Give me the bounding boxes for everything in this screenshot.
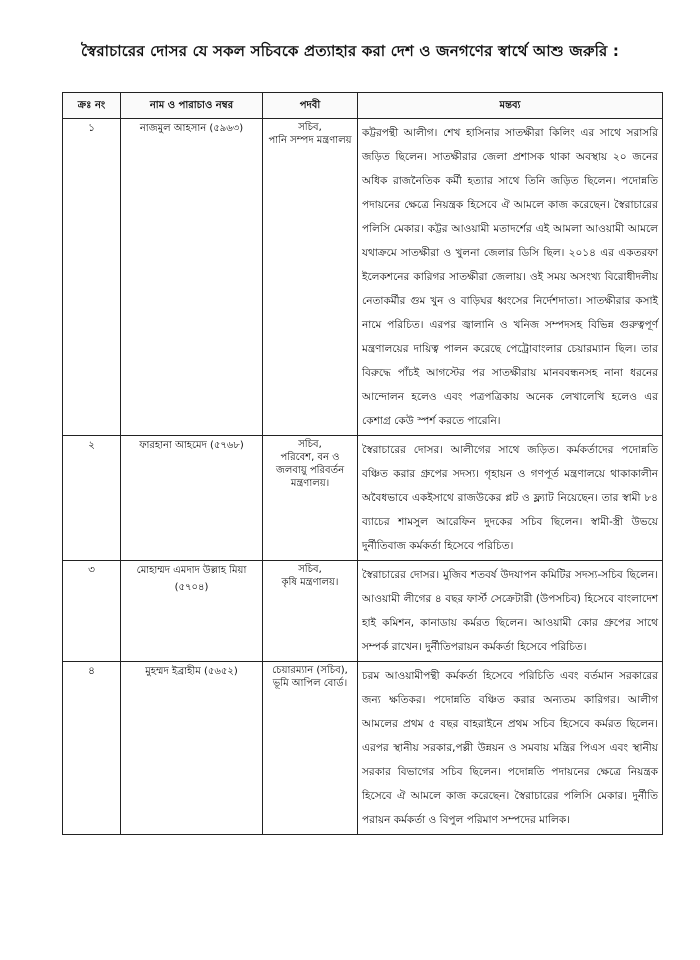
row-name: নাজমুল আহসান (৫৯৬৩) [121, 119, 263, 436]
table-header-row [63, 93, 663, 119]
row-name: মুহম্মদ ইব্রাহীম (৫৬৫২) [121, 662, 263, 835]
table-row [63, 561, 663, 662]
document-title: স্বৈরাচারের দোসর যে সকল সচিবকে প্রত্যাহার করা দেশ ও জনগণের স্বার্থে আশু জরুরি : [80, 42, 620, 60]
row-remarks: স্বৈরাচারের দোসর। মুজিব শতবর্ষ উদযাপন কমিটির সদস্য-সচিব ছিলেন। আওয়ামী লীগের ৪ বছর ফার্স্ট সেক্রেটারী (উপসচিব) হিসেবে বাংলাদেশ হাই কমিশন, কানাডায় কর্মরত ছিলেন। আওয়ামী কোর গ্রুপের সাথে সম্পর্ক রাখেন। দুর্নীতিপরায়ন কর্মকর্তা হিসেবে পরিচিত। [358, 561, 663, 662]
designation-line: সচিব, [298, 122, 322, 133]
row-remarks: স্বৈরাচারের দোসর। আলীগের সাথে জড়িত। কর্মকর্তাদের পদোন্নতি বঞ্চিত করার গ্রুপের সদস্য। গৃহায়ন ও গণপূর্ত মন্ত্রণালয়ে থাকাকালীন অবৈধভাবে একইসাথে রাজউকের প্লট ও ফ্ল্যাট নিয়েছেন। তার স্বামী ৮৪ ব্যাচের শামসুল আরেফিন দুদকের সচিব ছিলেন। স্বামী-স্ত্রী উভয়ে দুর্নীতিবাজ কর্মকর্তা হিসেবে পরিচিত। [358, 436, 663, 561]
table-row [63, 119, 663, 436]
header-name: নাম ও পারাচাও নম্বর [121, 93, 263, 119]
row-name: মোহাম্মদ এমদাদ উল্লাহ মিয়া (৫৭০৪) [121, 561, 263, 662]
row-designation [263, 561, 358, 662]
header-designation: পদবী [263, 93, 358, 119]
designation-line: ভূমি আপিল বোর্ড। [272, 678, 348, 689]
designation-line: সচিব, [298, 564, 322, 575]
secretaries-table [62, 92, 663, 835]
designation-line: পানি সম্পদ মন্ত্রণালয় [268, 135, 352, 146]
row-designation [263, 119, 358, 436]
designation-line: পরিবেশ, বন ও [280, 452, 340, 463]
row-serial: ৩ [63, 561, 121, 662]
table-row [63, 662, 663, 835]
designation-line: চেয়ারম্যান (সচিব), [272, 665, 348, 676]
header-serial: ক্রঃ নং [63, 93, 121, 119]
row-remarks: চরম আওয়ামীপন্থী কর্মকর্তা হিসেবে পরিচিতি এবং বর্তমান সরকারের জন্য ক্ষতিকর। পদোন্নতি বঞ্চিত করার অন্যতম কারিগর। আলীগ আমলের প্রথম ৫ বছর বাহরাইনে প্রথম সচিব হিসেবে কর্মরত ছিলেন। এরপর স্থানীয় সরকার,পল্লী উন্নয়ন ও সমবায় মন্ত্রির পিএস এবং স্থানীয় সরকার বিভাগের সচিব ছিলেন। পদোন্নতি পদায়নের ক্ষেত্রে নিয়ন্ত্রক হিসেবে ঐ আমলে কাজ করেছেন। স্বৈরাচারের পলিসি মেকার। দুর্নীতি পরায়ন কর্মকর্তা ও বিপুল পরিমাণ সম্পদের মালিক। [358, 662, 663, 835]
designation-line: সচিব, [298, 439, 322, 450]
row-designation [263, 436, 358, 561]
row-serial: ১ [63, 119, 121, 436]
designation-line: জলবায়ু পরিবর্তন [275, 465, 345, 476]
table-row [63, 436, 663, 561]
header-remarks: মন্তব্য [358, 93, 663, 119]
row-designation [263, 662, 358, 835]
row-name: ফারহানা আহমেদ (৫৭৬৮) [121, 436, 263, 561]
row-serial: ২ [63, 436, 121, 561]
row-serial: ৪ [63, 662, 121, 835]
row-remarks: কট্টরপন্থী আলীগ। শেখ হাসিনার সাতক্ষীরা কিলিং এর সাথে সরাসরি জড়িত ছিলেন। সাতক্ষীরার জেলা প্রশাসক থাকা অবস্থায় ২০ জনের অধিক রাজনৈতিক কর্মী হত্যার সাথে তিনি জড়িত ছিলেন। পদোন্নতি পদায়নের ক্ষেত্রে নিয়ন্ত্রক হিসেবে ঐ আমলে কাজ করেছেন। স্বৈরাচারের পলিসি মেকার। কট্টর আওয়ামী মতাদর্শের এই আমলা আওয়ামী আমলে যথাক্রমে সাতক্ষীরা ও খুলনা জেলার ডিসি ছিল। ২০১৪ এর একতরফা ইলেকশনের কারিগর সাতক্ষীরা জেলায়। ওই সময় অসংখ্য বিরোধীদলীয় নেতাকর্মীর গুম খুন ও বাড়িঘর ধ্বংসের নির্দেশদাতা। সাতক্ষীরার কসাই নামে পরিচিত। এরপর জ্বালানি ও খনিজ সম্পদসহ বিভিন্ন গুরুত্বপূর্ণ মন্ত্রণালয়ের দায়িত্ব পালন করেছে পেট্রোবাংলার চেয়ারম্যান ছিল। তার বিরুদ্ধে পাঁচই আগস্টের পর সাতক্ষীরায় মানববন্ধনসহ নানা ধরনের আন্দোলন হলেও এবং পত্রপত্রিকায় অনেক লেখালেখি হলেও এর কেশাগ্র কেউ স্পর্শ করতে পারেনি। [358, 119, 663, 436]
designation-line: কৃষি মন্ত্রণালয়। [281, 577, 339, 588]
designation-line: মন্ত্রণালয়। [290, 478, 330, 489]
